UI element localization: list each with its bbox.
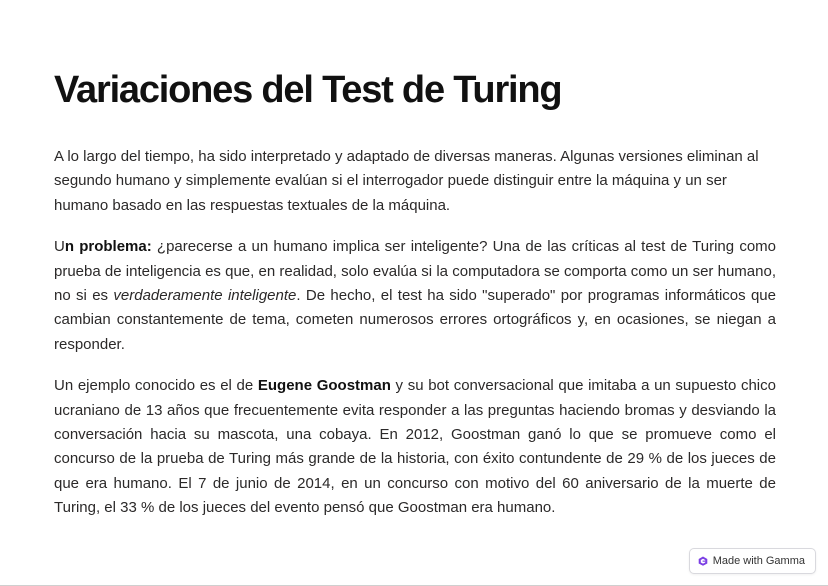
problem-lead-letter: U — [54, 238, 65, 256]
problem-italic: verdaderamente inteligente — [113, 287, 297, 305]
paragraph-intro: A lo largo del tiempo, ha sido interpretado y adaptado de diversas maneras. Algunas versiones eliminan al segundo humano y simplemente evalúan si el interrogador puede distinguir entre la máquina y un ser humano basado en las respuestas textuales de la máquina. — [54, 148, 759, 214]
problem-text-b: . De hecho, el test ha sido "superado" por programas informáticos que cambian constantemente de tema, cometen numerosos errores ortográficos y, en ocasiones, se niegan a responder. — [54, 287, 776, 353]
problem-lead-bold: n problema: — [64, 238, 152, 256]
example-bold-name: Eugene Goostman — [257, 377, 391, 395]
paragraph-problem — [54, 235, 776, 357]
example-text-b: y su bot conversacional que imitaba a un supuesto chico ucraniano de 13 años que frecuentemente evita responder a las preguntas haciendo bromas y desviando la conversación hacia su mascota, una cobaya. En 2012, Goostman ganó lo que se promueve como el concurso de la prueba de Turing más grande de la historia, con éxito contundente de 29 % de los jueces de que era humano. El 7 de junio de 2014, en un concurso con motivo del 60 aniversario de la muerte de Turing, el 33 % de los jueces del evento pensó que Goostman era humano. — [54, 377, 776, 517]
made-with-gamma-badge[interactable] — [689, 548, 816, 574]
problem-text-a: ¿parecerse a un humano implica ser inteligente? Una de las críticas al test de Turing como prueba de inteligencia es que, en realidad, solo evalúa si la computadora se comporta como un ser humano, no si es — [54, 238, 776, 305]
badge-label: Made with Gamma — [712, 555, 805, 567]
slide-title: Variaciones del Test de Turing — [54, 69, 562, 111]
paragraph-example — [54, 374, 776, 520]
gamma-logo-icon — [698, 556, 708, 566]
example-text-a: Un ejemplo conocido es el de — [54, 377, 258, 395]
slide-content — [54, 145, 776, 538]
